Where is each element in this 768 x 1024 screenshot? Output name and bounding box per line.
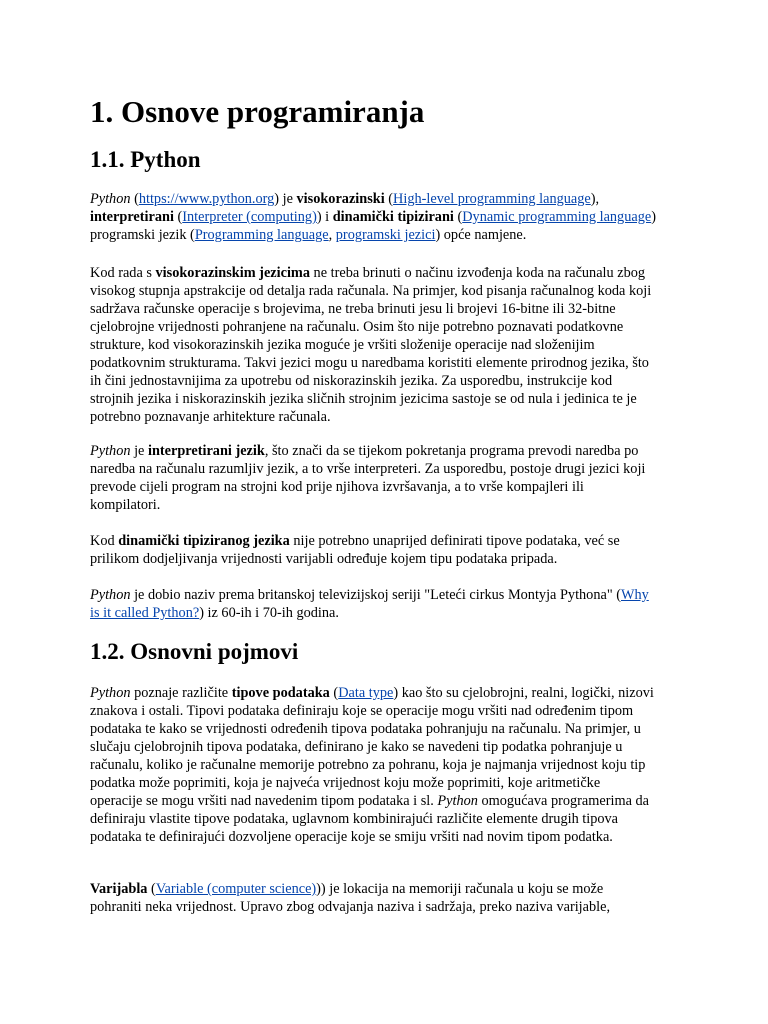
paragraph-dynamic-typing (90, 532, 656, 568)
paragraph-link[interactable]: Dynamic programming language (462, 209, 652, 225)
paragraph-link[interactable]: Variable (computer science) (155, 881, 317, 897)
text-run: ( (173, 209, 183, 225)
italic-term: Python (90, 587, 131, 603)
bold-term: interpretirani jezik (147, 443, 265, 459)
page-title: 1. Osnove programiranja (90, 94, 425, 129)
paragraph-link[interactable]: Interpreter (computing) (182, 209, 317, 225)
text-run: ( (384, 191, 394, 207)
italic-term: Python (90, 443, 131, 459)
text-run: ( (453, 209, 463, 225)
paragraph-python-intro (90, 190, 656, 244)
text-run: ( (329, 685, 339, 701)
text-run: ( (130, 191, 139, 207)
text-run: , (328, 227, 336, 243)
italic-term: Python (90, 191, 131, 207)
paragraph-interpreted (90, 442, 656, 514)
bold-term: visokorazinski (296, 191, 385, 207)
text-run: ), (590, 191, 600, 207)
text-run: omogućava programerima da definiraju vlastite tipove podataka, uglavnom kombinirajući različite elemente drugih tipova podataka te definirajući dozvoljene operacije koje se smiju vršiti nad novim tipom podatka. (90, 793, 650, 845)
paragraph-variable (90, 880, 656, 916)
section-heading-python: 1.1. Python (90, 147, 201, 172)
italic-term: Python (437, 793, 478, 809)
bold-term: dinamički tipiziranog jezika (118, 533, 290, 549)
text-run: , što znači da se tijekom pokretanja programa prevodi naredba po naredba na računalu razumljiv jezik, a to vrše interpreteri. Za usporedbu, postoje drugi jezici koji prevode cijeli program na strojni kod prije njihova izvršavanja, a to vrše kompajleri ili kompilatori. (90, 443, 646, 513)
text-run: )) je lokacija na memoriji računala u koju se može pohraniti neka vrijednost. Upravo zbog odvajanja naziva i sadržaja, preko naziva varijable, (90, 881, 611, 915)
text-run: ( (147, 881, 156, 897)
text-run: poznaje različite (130, 685, 232, 701)
text-run: ) iz 60-ih i 70-ih godina. (199, 605, 339, 621)
text-run: ) opće namjene. (435, 227, 527, 243)
text-run: ) programski jezik ( (90, 209, 656, 243)
text-run: ne treba brinuti o načinu izvođenja koda na računalu zbog visokog stupnja apstrakcije od detalja rada računala. Na primjer, kod pisanja računalnog koda koji sadržava računske operacije s brojevima, ne treba brinuti jesu li brojevi 16-bitne ili 32-bitne cjelobrojne vrijednosti pohranjene na računalu. Osim što nije potrebno poznavati podatkovne strukture, kod visokorazinskih jezika moguće je vršiti složenije operacije nad složenijim podatkovnim strukturama. Takvi jezici mogu u naredbama koristiti elemente prirodnog jezika, što ih čini jednostavnijima za upotrebu od niskorazinskih jezika. Za usporedbu, instrukcije kod strojnih jezika i niskorazinskih jezika sličnih strojnim jezicima sastoje se od nula i jedinica te je potrebno poznavanje arhitekture računala. (90, 265, 652, 425)
paragraph-link[interactable]: Why is it called Python? (90, 587, 649, 621)
text-run: ) je (274, 191, 297, 207)
text-run: Kod rada s (90, 265, 156, 281)
text-run: Kod (90, 533, 119, 549)
bold-term: Varijabla (90, 881, 148, 897)
italic-term: Python (90, 685, 131, 701)
paragraph-link[interactable]: High-level programming language (393, 191, 591, 207)
paragraph-high-level (90, 264, 656, 426)
paragraph-link[interactable]: Programming language (194, 227, 329, 243)
paragraph-link[interactable]: Data type (338, 685, 394, 701)
section-heading-basic-concepts: 1.2. Osnovni pojmovi (90, 639, 299, 664)
paragraph-link[interactable]: programski jezici (335, 227, 436, 243)
paragraph-name-origin (90, 586, 656, 622)
bold-term: tipove podataka (231, 685, 330, 701)
bold-term: visokorazinskim jezicima (155, 265, 310, 281)
text-run: je dobio naziv prema britanskoj televizijskoj seriji "Leteći cirkus Montyja Pythona" ( (130, 587, 621, 603)
text-run: ) i (316, 209, 333, 225)
text-run: je (130, 443, 148, 459)
paragraph-data-types (90, 684, 656, 846)
bold-term: dinamički tipizirani (332, 209, 454, 225)
text-run: nije potrebno unaprijed definirati tipove podataka, već se prilikom dodjeljivanja vrijednosti varijabli određuje kojem tipu podataka pripada. (90, 533, 620, 567)
bold-term: interpretirani (90, 209, 174, 225)
paragraph-link[interactable]: https://www.python.org (138, 191, 275, 207)
text-run: ) kao što su cjelobrojni, realni, logički, nizovi znakova i ostali. Tipovi podataka definiraju koje se operacije mogu vršiti nad određenim tipom podataka te kako se vrijednosti određenih tipova podataka pohranjuju na računalu. Na primjer, u slučaju cjelobrojnih tipova podataka, definirano je kako se navedeni tip podatka pohranjuje u računalu, koliko je računalne memorije potrebno za pohranu, koja je najmanja vrijednost koju tip podatka može poprimiti, koja je najveća vrijednost koju može poprimiti, koje aritmetičke operacije se mogu vršiti nad navedenim tipom podataka i sl. (90, 685, 654, 809)
